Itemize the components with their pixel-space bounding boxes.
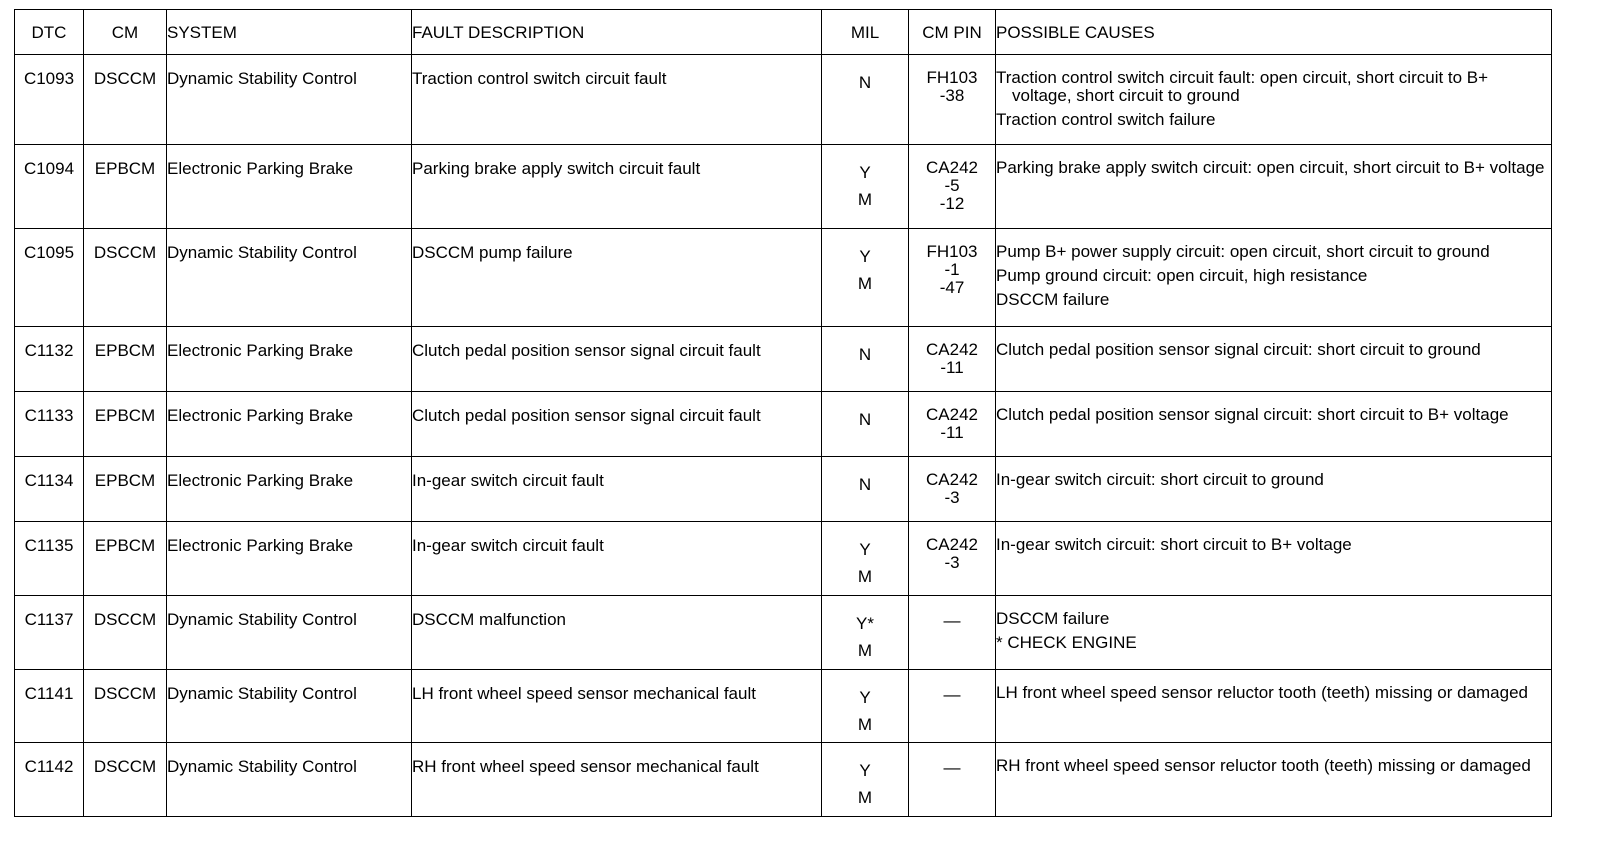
cell-cm bbox=[84, 522, 167, 596]
table-row bbox=[15, 55, 1552, 145]
cell-fault-description-text: Parking brake apply switch circuit fault bbox=[412, 159, 701, 178]
cell-cm bbox=[84, 670, 167, 743]
dtc-table bbox=[14, 9, 1552, 817]
cell-system-text: Electronic Parking Brake bbox=[167, 406, 354, 425]
cell-mil bbox=[822, 55, 909, 145]
cell-possible-causes-line: Clutch pedal position sensor signal circuit: short circuit to ground bbox=[996, 340, 1481, 359]
cell-mil bbox=[822, 327, 909, 392]
cell-cm-pin bbox=[909, 145, 996, 229]
cell-fault-description bbox=[412, 55, 822, 145]
cell-mil-line: Y* bbox=[856, 614, 874, 633]
cell-cm-pin-line: -11 bbox=[940, 358, 964, 377]
cell-cm bbox=[84, 55, 167, 145]
cell-possible-causes-line: * CHECK ENGINE bbox=[996, 633, 1137, 652]
cell-possible-causes-line: Clutch pedal position sensor signal circuit: short circuit to B+ voltage bbox=[996, 405, 1509, 424]
cell-mil-line: M bbox=[857, 190, 873, 209]
cell-cm-text: EPBCM bbox=[94, 471, 156, 490]
table-row bbox=[15, 145, 1552, 229]
cell-cm-pin-line: -5 bbox=[944, 176, 960, 195]
cell-mil-line: M bbox=[857, 715, 873, 734]
cell-mil-line: Y bbox=[859, 163, 871, 182]
cell-cm-pin-line: -3 bbox=[944, 488, 960, 507]
cell-cm-pin-line: CA242 bbox=[926, 405, 978, 424]
cell-fault-description bbox=[412, 327, 822, 392]
table-row bbox=[15, 229, 1552, 327]
cell-mil bbox=[822, 596, 909, 670]
cell-system bbox=[167, 522, 412, 596]
cell-possible-causes bbox=[996, 457, 1552, 522]
cell-mil-line: M bbox=[857, 274, 873, 293]
cell-cm-pin bbox=[909, 596, 996, 670]
cell-cm-pin bbox=[909, 743, 996, 817]
header-system: SYSTEM bbox=[167, 10, 412, 55]
cell-possible-causes-line: In-gear switch circuit: short circuit to ground bbox=[996, 470, 1324, 489]
cell-possible-causes-line: Traction control switch circuit fault: open circuit, short circuit to B+ voltage, short circuit to ground bbox=[996, 68, 1489, 105]
cell-system-text: Dynamic Stability Control bbox=[167, 69, 357, 88]
cell-cm-pin-line: -47 bbox=[939, 278, 965, 297]
cell-system-text: Electronic Parking Brake bbox=[167, 471, 354, 490]
cell-dtc bbox=[15, 145, 84, 229]
cell-fault-description bbox=[412, 229, 822, 327]
cell-mil-line: Y bbox=[859, 540, 871, 559]
cell-mil-line: N bbox=[858, 410, 872, 429]
cell-system bbox=[167, 327, 412, 392]
cell-mil-line: N bbox=[858, 475, 872, 494]
cell-cm-pin-line: -38 bbox=[939, 86, 965, 105]
cell-dtc bbox=[15, 55, 84, 145]
cell-possible-causes bbox=[996, 229, 1552, 327]
header-cm-pin: CM PIN bbox=[909, 10, 996, 55]
cell-cm-pin bbox=[909, 55, 996, 145]
cell-dtc-text: C1132 bbox=[24, 341, 74, 360]
cell-system-text: Dynamic Stability Control bbox=[167, 610, 357, 629]
cell-mil bbox=[822, 229, 909, 327]
cell-dtc bbox=[15, 457, 84, 522]
cell-fault-description-text: Clutch pedal position sensor signal circuit fault bbox=[412, 341, 761, 360]
cell-dtc-text: C1135 bbox=[24, 536, 74, 555]
cell-possible-causes bbox=[996, 522, 1552, 596]
cell-possible-causes bbox=[996, 145, 1552, 229]
cell-cm-text: DSCCM bbox=[93, 69, 157, 88]
table-row bbox=[15, 596, 1552, 670]
cell-cm bbox=[84, 229, 167, 327]
cell-mil-line: Y bbox=[859, 247, 871, 266]
cell-dtc-text: C1141 bbox=[24, 684, 74, 703]
cell-cm bbox=[84, 145, 167, 229]
cell-fault-description-text: LH front wheel speed sensor mechanical fault bbox=[412, 684, 756, 703]
table-row bbox=[15, 670, 1552, 743]
cell-possible-causes-line: DSCCM failure bbox=[996, 609, 1110, 628]
cell-mil bbox=[822, 457, 909, 522]
cell-cm bbox=[84, 457, 167, 522]
cell-cm bbox=[84, 743, 167, 817]
cell-mil-line: M bbox=[857, 567, 873, 586]
cell-system bbox=[167, 743, 412, 817]
cell-mil-line: M bbox=[857, 641, 873, 660]
cell-mil-line: Y bbox=[859, 688, 871, 707]
cell-cm-pin bbox=[909, 392, 996, 457]
cell-fault-description-text: Traction control switch circuit fault bbox=[412, 69, 667, 88]
cell-cm-pin-line: — bbox=[943, 758, 961, 777]
cell-system bbox=[167, 596, 412, 670]
header-cm: CM bbox=[84, 10, 167, 55]
cell-cm-pin-line: -1 bbox=[944, 260, 960, 279]
cell-fault-description-text: DSCCM malfunction bbox=[412, 610, 566, 629]
header-possible-causes: POSSIBLE CAUSES bbox=[996, 10, 1552, 55]
cell-cm-text: DSCCM bbox=[93, 610, 157, 629]
cell-possible-causes bbox=[996, 743, 1552, 817]
cell-cm-pin-line: -12 bbox=[939, 194, 965, 213]
table-row bbox=[15, 327, 1552, 392]
cell-dtc bbox=[15, 670, 84, 743]
cell-cm-text: EPBCM bbox=[94, 536, 156, 555]
cell-cm-pin bbox=[909, 229, 996, 327]
cell-cm-text: DSCCM bbox=[93, 757, 157, 776]
cell-fault-description-text: In-gear switch circuit fault bbox=[412, 536, 604, 555]
cell-fault-description-text: RH front wheel speed sensor mechanical fault bbox=[412, 757, 759, 776]
header-row bbox=[15, 10, 1552, 55]
cell-cm-pin-line: CA242 bbox=[926, 470, 978, 489]
cell-cm-pin-line: CA242 bbox=[926, 340, 978, 359]
cell-dtc bbox=[15, 596, 84, 670]
cell-system bbox=[167, 457, 412, 522]
cell-fault-description-text: In-gear switch circuit fault bbox=[412, 471, 604, 490]
cell-possible-causes-line: Pump ground circuit: open circuit, high resistance bbox=[996, 266, 1368, 285]
cell-dtc bbox=[15, 743, 84, 817]
cell-possible-causes-line: LH front wheel speed sensor reluctor tooth (teeth) missing or damaged bbox=[996, 683, 1528, 702]
cell-cm-pin bbox=[909, 327, 996, 392]
cell-mil bbox=[822, 145, 909, 229]
cell-dtc-text: C1142 bbox=[24, 757, 74, 776]
cell-dtc bbox=[15, 392, 84, 457]
cell-cm-pin bbox=[909, 670, 996, 743]
cell-cm-pin bbox=[909, 457, 996, 522]
cell-system bbox=[167, 55, 412, 145]
cell-mil-line: Y bbox=[859, 761, 871, 780]
cell-cm-pin-line: FH103 bbox=[926, 68, 978, 87]
cell-possible-causes-line: DSCCM failure bbox=[996, 290, 1110, 309]
cell-cm-pin-line: -3 bbox=[944, 553, 960, 572]
table-row bbox=[15, 743, 1552, 817]
header-mil: MIL bbox=[822, 10, 909, 55]
cell-possible-causes-line: Parking brake apply switch circuit: open circuit, short circuit to B+ voltage bbox=[996, 158, 1545, 177]
cell-possible-causes-line: In-gear switch circuit: short circuit to B+ voltage bbox=[996, 535, 1352, 554]
cell-fault-description bbox=[412, 145, 822, 229]
cell-cm bbox=[84, 327, 167, 392]
cell-dtc-text: C1134 bbox=[24, 471, 74, 490]
cell-fault-description bbox=[412, 596, 822, 670]
cell-mil bbox=[822, 670, 909, 743]
cell-cm bbox=[84, 596, 167, 670]
cell-possible-causes bbox=[996, 55, 1552, 145]
cell-cm-pin-line: CA242 bbox=[926, 535, 978, 554]
cell-fault-description bbox=[412, 392, 822, 457]
table-row bbox=[15, 522, 1552, 596]
cell-dtc-text: C1095 bbox=[23, 243, 75, 262]
cell-possible-causes bbox=[996, 670, 1552, 743]
cell-fault-description bbox=[412, 522, 822, 596]
cell-cm-text: EPBCM bbox=[94, 406, 156, 425]
cell-dtc-text: C1094 bbox=[23, 159, 75, 178]
cell-system-text: Electronic Parking Brake bbox=[167, 536, 354, 555]
cell-fault-description-text: DSCCM pump failure bbox=[412, 243, 573, 262]
cell-possible-causes bbox=[996, 327, 1552, 392]
cell-cm-pin-line: CA242 bbox=[926, 158, 978, 177]
cell-mil-line: N bbox=[858, 345, 872, 364]
cell-mil bbox=[822, 392, 909, 457]
cell-mil bbox=[822, 743, 909, 817]
cell-dtc-text: C1093 bbox=[23, 69, 75, 88]
cell-system-text: Electronic Parking Brake bbox=[167, 341, 354, 360]
cell-cm-pin-line: FH103 bbox=[926, 242, 978, 261]
cell-cm-text: DSCCM bbox=[93, 684, 157, 703]
cell-system bbox=[167, 145, 412, 229]
cell-system-text: Dynamic Stability Control bbox=[167, 684, 357, 703]
cell-fault-description-text: Clutch pedal position sensor signal circuit fault bbox=[412, 406, 761, 425]
cell-possible-causes bbox=[996, 596, 1552, 670]
cell-dtc-text: C1133 bbox=[24, 406, 74, 425]
cell-cm-text: DSCCM bbox=[93, 243, 157, 262]
cell-dtc bbox=[15, 327, 84, 392]
cell-cm-text: EPBCM bbox=[94, 341, 156, 360]
cell-cm-pin-line: — bbox=[943, 685, 961, 704]
cell-system-text: Dynamic Stability Control bbox=[167, 243, 357, 262]
cell-system bbox=[167, 229, 412, 327]
cell-dtc bbox=[15, 522, 84, 596]
cell-mil bbox=[822, 522, 909, 596]
cell-cm-pin-line: — bbox=[943, 611, 961, 630]
cell-cm-text: EPBCM bbox=[94, 159, 156, 178]
cell-fault-description bbox=[412, 670, 822, 743]
cell-possible-causes-line: Traction control switch failure bbox=[996, 110, 1216, 129]
cell-cm-pin-line: -11 bbox=[940, 423, 964, 442]
cell-fault-description bbox=[412, 743, 822, 817]
cell-cm-pin bbox=[909, 522, 996, 596]
cell-dtc-text: C1137 bbox=[24, 610, 74, 629]
cell-mil-line: N bbox=[858, 73, 872, 92]
header-fault-description: FAULT DESCRIPTION bbox=[412, 10, 822, 55]
cell-system-text: Dynamic Stability Control bbox=[167, 757, 357, 776]
table-row bbox=[15, 392, 1552, 457]
cell-possible-causes-line: Pump B+ power supply circuit: open circuit, short circuit to ground bbox=[996, 242, 1490, 261]
cell-mil-line: M bbox=[857, 788, 873, 807]
table-row bbox=[15, 457, 1552, 522]
cell-fault-description bbox=[412, 457, 822, 522]
header-dtc: DTC bbox=[15, 10, 84, 55]
cell-possible-causes bbox=[996, 392, 1552, 457]
cell-system bbox=[167, 670, 412, 743]
cell-system-text: Electronic Parking Brake bbox=[167, 159, 354, 178]
cell-cm bbox=[84, 392, 167, 457]
table-body bbox=[15, 55, 1552, 817]
cell-possible-causes-line: RH front wheel speed sensor reluctor tooth (teeth) missing or damaged bbox=[996, 756, 1531, 775]
cell-system bbox=[167, 392, 412, 457]
cell-dtc bbox=[15, 229, 84, 327]
